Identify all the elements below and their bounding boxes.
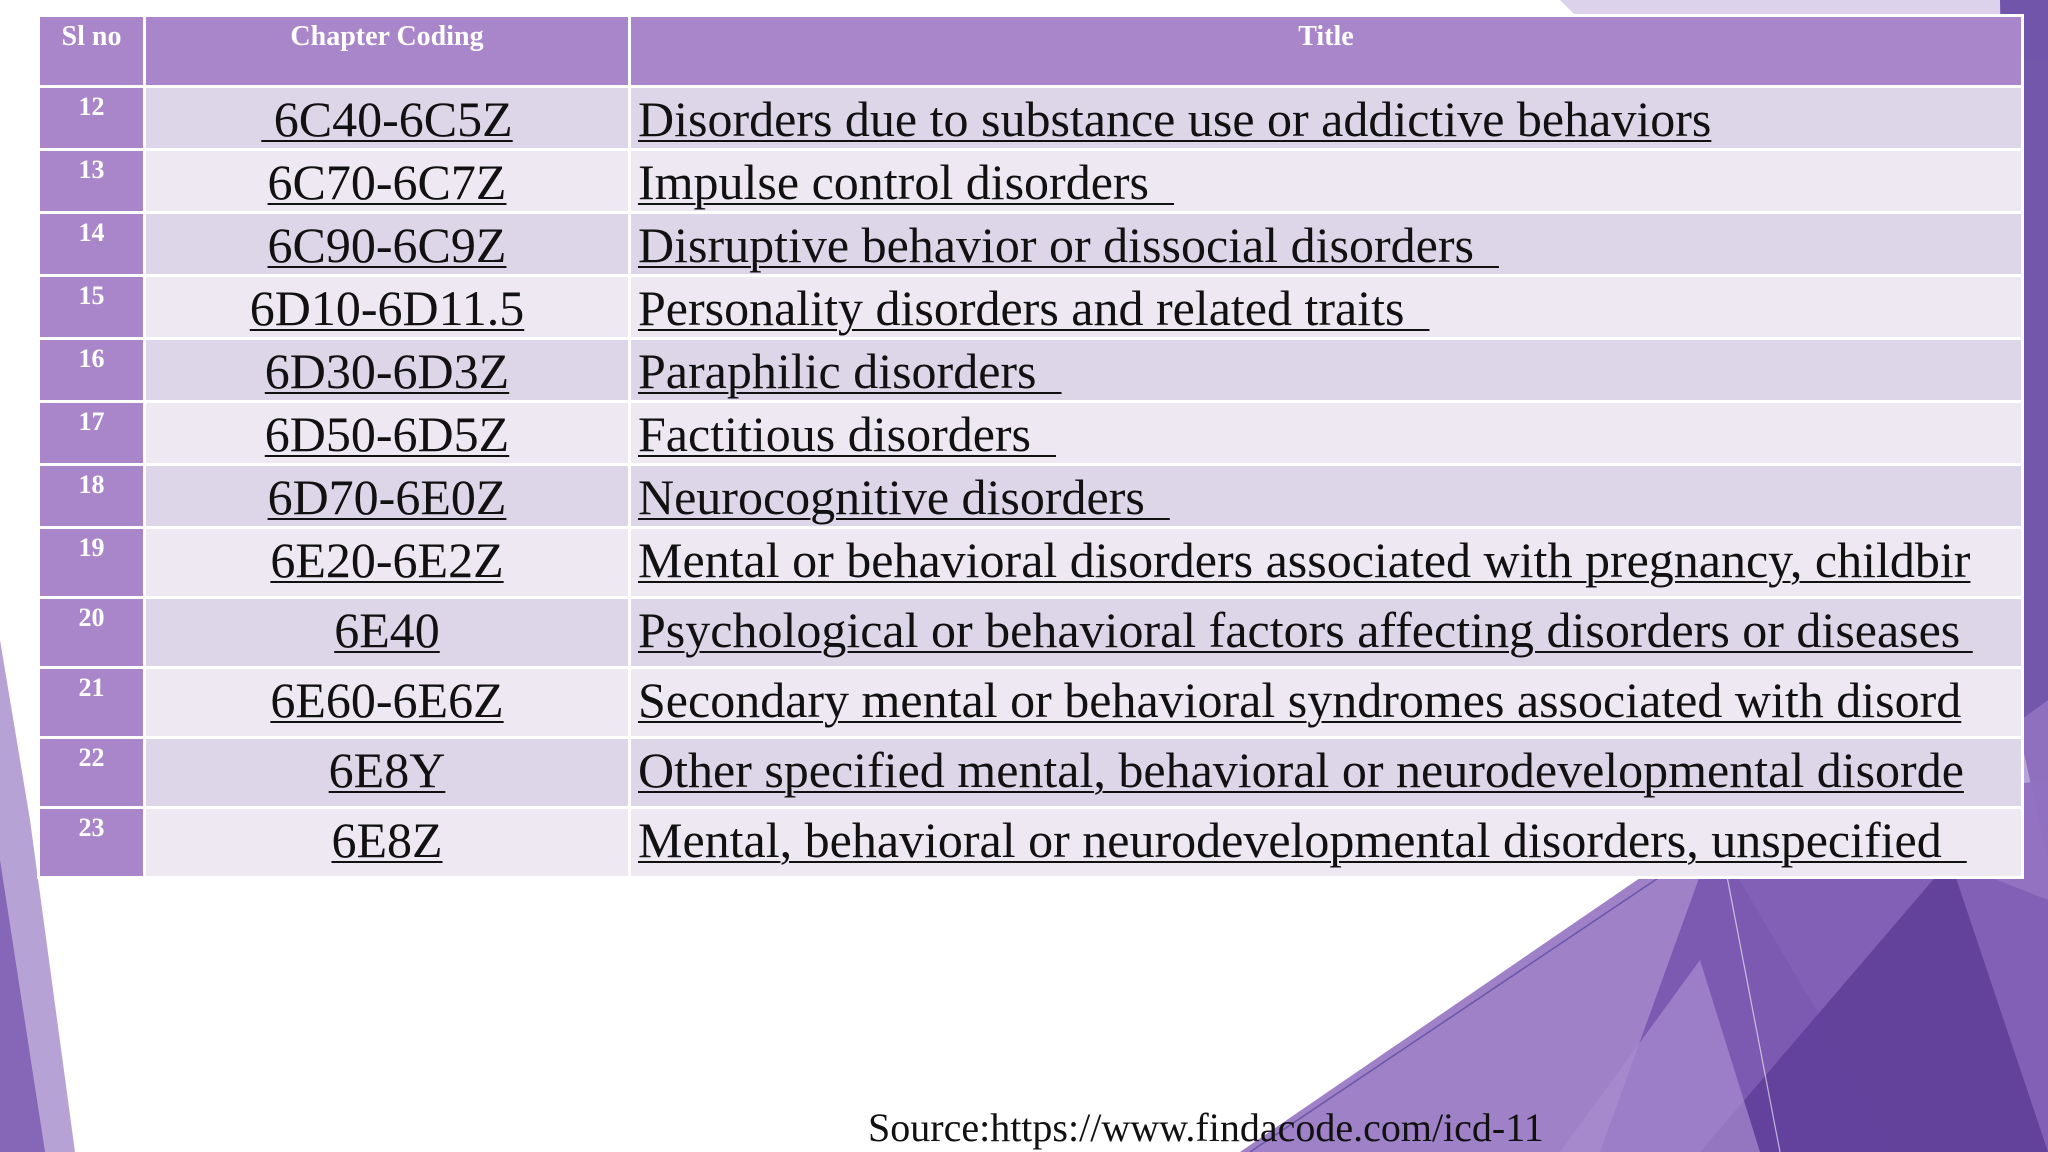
table-row xyxy=(39,598,2023,668)
table-row xyxy=(39,465,2023,528)
row-title-link[interactable]: Disruptive behavior or dissocial disorders xyxy=(630,213,2023,276)
row-chapter-code-link[interactable]: 6E20-6E2Z xyxy=(145,528,630,598)
source-citation: Source:https://www.findacode.com/icd-11 xyxy=(868,1105,1544,1150)
row-title-link[interactable]: Factitious disorders xyxy=(630,402,2023,465)
header-title: Title xyxy=(630,16,2023,87)
table-row xyxy=(39,87,2023,150)
row-chapter-code-link[interactable]: 6C90-6C9Z xyxy=(145,213,630,276)
row-sl-no: 12 xyxy=(39,87,145,150)
row-sl-no: 20 xyxy=(39,598,145,668)
row-sl-no: 23 xyxy=(39,808,145,878)
icd-chapter-table xyxy=(37,14,2024,879)
row-sl-no: 19 xyxy=(39,528,145,598)
table-row xyxy=(39,808,2023,878)
row-title-link[interactable]: Secondary mental or behavioral syndromes associated with disord xyxy=(630,668,2023,738)
row-title-link[interactable]: Disorders due to substance use or addictive behaviors xyxy=(630,87,2023,150)
row-chapter-code-link[interactable]: 6E60-6E6Z xyxy=(145,668,630,738)
row-sl-no: 16 xyxy=(39,339,145,402)
row-chapter-code-link[interactable]: 6E40 xyxy=(145,598,630,668)
row-sl-no: 13 xyxy=(39,150,145,213)
table-row xyxy=(39,402,2023,465)
table-row xyxy=(39,528,2023,598)
row-sl-no: 14 xyxy=(39,213,145,276)
row-title-link[interactable]: Other specified mental, behavioral or neurodevelopmental disorde xyxy=(630,738,2023,808)
table-row xyxy=(39,668,2023,738)
header-chapter-coding: Chapter Coding xyxy=(145,16,630,87)
row-chapter-code-link[interactable]: 6C70-6C7Z xyxy=(145,150,630,213)
table-row xyxy=(39,276,2023,339)
row-sl-no: 22 xyxy=(39,738,145,808)
row-title-link[interactable]: Neurocognitive disorders xyxy=(630,465,2023,528)
table-row xyxy=(39,150,2023,213)
row-title-link[interactable]: Mental or behavioral disorders associated with pregnancy, childbir xyxy=(630,528,2023,598)
row-title-link[interactable]: Impulse control disorders xyxy=(630,150,2023,213)
table-header-row xyxy=(39,16,2023,87)
row-sl-no: 15 xyxy=(39,276,145,339)
row-title-link[interactable]: Psychological or behavioral factors affecting disorders or diseases xyxy=(630,598,2023,668)
table-row xyxy=(39,339,2023,402)
row-chapter-code-link[interactable]: 6D70-6E0Z xyxy=(145,465,630,528)
row-chapter-code-link[interactable]: 6C40-6C5Z xyxy=(145,87,630,150)
row-chapter-code-link[interactable]: 6D30-6D3Z xyxy=(145,339,630,402)
row-title-link[interactable]: Personality disorders and related traits xyxy=(630,276,2023,339)
row-sl-no: 18 xyxy=(39,465,145,528)
row-chapter-code-link[interactable]: 6D50-6D5Z xyxy=(145,402,630,465)
row-chapter-code-link[interactable]: 6E8Z xyxy=(145,808,630,878)
table-row xyxy=(39,738,2023,808)
row-sl-no: 17 xyxy=(39,402,145,465)
row-chapter-code-link[interactable]: 6D10-6D11.5 xyxy=(145,276,630,339)
table-row xyxy=(39,213,2023,276)
row-title-link[interactable]: Mental, behavioral or neurodevelopmental disorders, unspecified xyxy=(630,808,2023,878)
row-sl-no: 21 xyxy=(39,668,145,738)
row-chapter-code-link[interactable]: 6E8Y xyxy=(145,738,630,808)
row-title-link[interactable]: Paraphilic disorders xyxy=(630,339,2023,402)
header-sl-no: Sl no xyxy=(39,16,145,87)
